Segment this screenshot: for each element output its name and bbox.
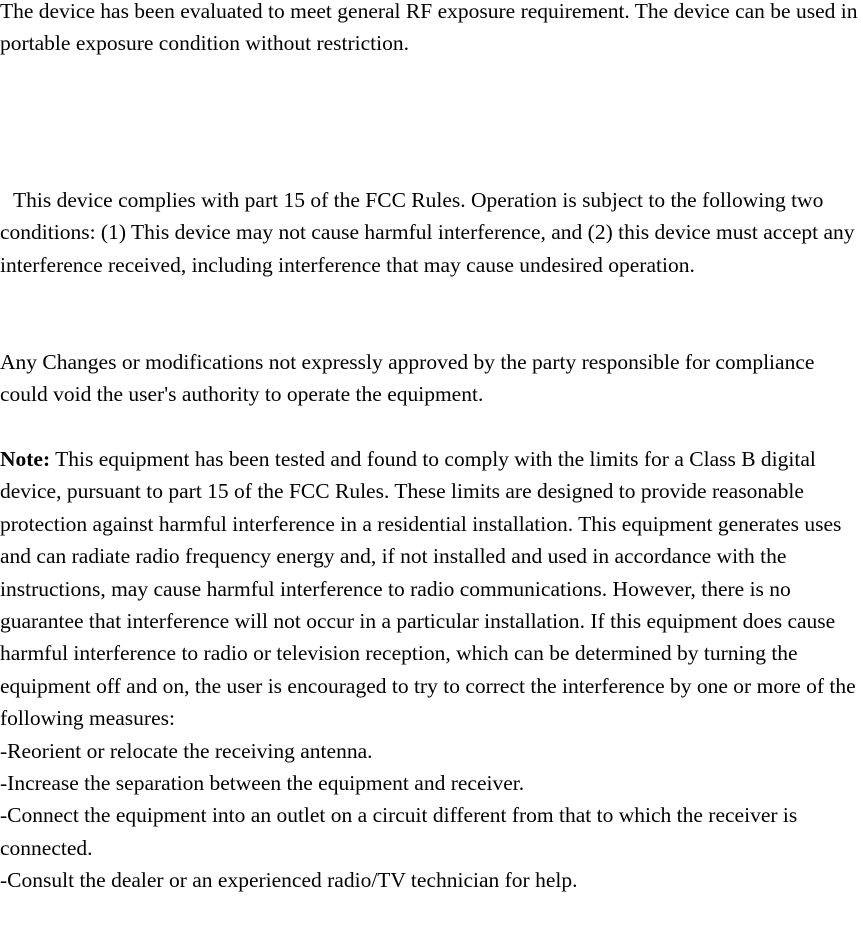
- changes-warning-statement: Any Changes or modifications not expressly approved by the party responsible for compliance could void the user's authority to operate the equipment.: [0, 350, 815, 407]
- measure-item-increase-separation: -Increase the separation between the equipment and receiver.: [0, 771, 525, 796]
- fcc-compliance-text: This device complies with part 15 of the FCC Rules. Operation is subject to the following two conditions: (1) This device may not cause harmful interference, and (2) this device must accept any interference received, including interference that may cause undesired operation.: [0, 188, 855, 277]
- rf-exposure-statement: The device has been evaluated to meet general RF exposure requirement. The device can be used in portable exposure condition without restriction.: [0, 0, 858, 56]
- fcc-compliance-statement: [0, 184, 861, 281]
- note-section: [0, 443, 861, 897]
- note-label: Note:: [0, 447, 51, 471]
- measure-item-consult-dealer: -Consult the dealer or an experienced radio/TV technician for help.: [0, 868, 578, 893]
- note-text: This equipment has been tested and found to comply with the limits for a Class B digital device, pursuant to part 15 of the FCC Rules. These limits are designed to provide reasonable protection against harmful interference in a residential installation. This equipment generates uses and can radiate radio frequency energy and, if not installed and used in accordance with the instructions, may cause harmful interference to radio communications. However, there is no guarantee that interference will not occur in a particular installation. If this equipment does cause harmful interference to radio or television reception, which can be determined by turning the equipment off and on, the user is encouraged to try to correct the interference by one or more of the following measures:: [0, 447, 856, 731]
- note-paragraph: [0, 443, 861, 735]
- measure-item-connect-outlet: -Connect the equipment into an outlet on a circuit different from that to which the receiver is connected.: [0, 803, 798, 860]
- measure-item-reorient: -Reorient or relocate the receiving antenna.: [0, 738, 373, 763]
